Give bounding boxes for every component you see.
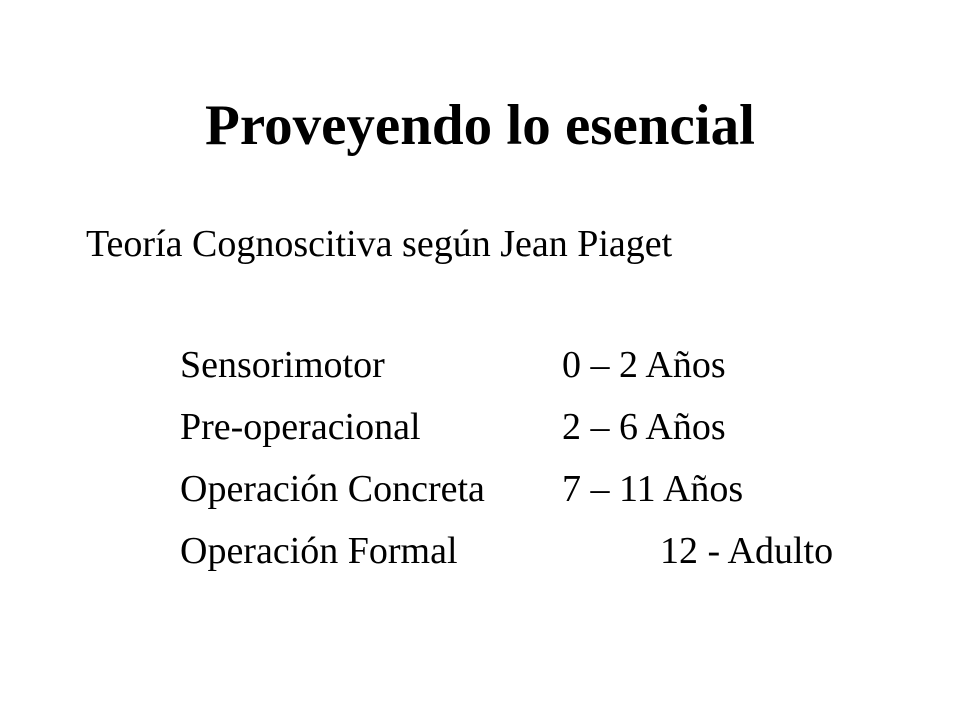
stage-age: 0 – 2 Años: [562, 344, 726, 386]
stage-age: 7 – 11 Años: [562, 468, 744, 510]
stage-name: Operación Formal: [180, 530, 458, 572]
stage-age: 12 - Adulto: [660, 530, 834, 572]
stage-name: Operación Concreta: [180, 468, 485, 510]
stage-age: 2 – 6 Años: [562, 406, 726, 448]
slide-title: Proveyendo lo esencial: [205, 94, 755, 157]
stage-name: Sensorimotor: [180, 344, 385, 386]
stage-name: Pre-operacional: [180, 406, 421, 448]
slide-subtitle: Teoría Cognoscitiva según Jean Piaget: [86, 223, 673, 265]
